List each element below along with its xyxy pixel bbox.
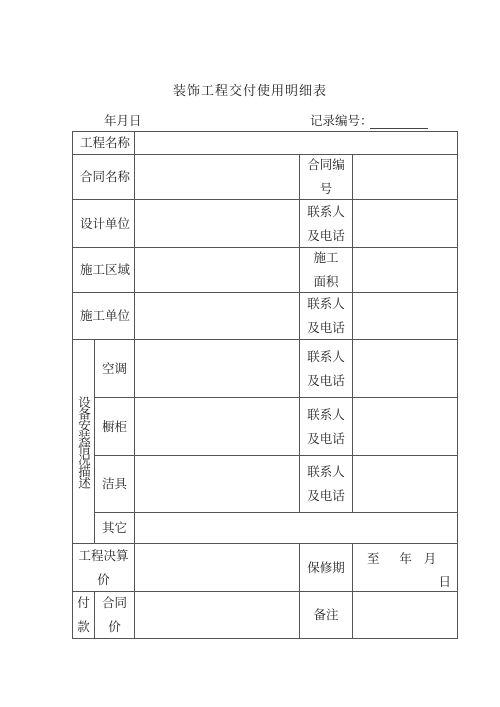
construction-area-field[interactable] [135, 248, 300, 293]
remarks-field[interactable] [353, 592, 457, 638]
sanitary-contact-text: 联系人及电话 [307, 464, 345, 503]
contract-number-field[interactable] [353, 155, 457, 200]
design-unit-field[interactable] [135, 200, 300, 248]
contract-number-label [300, 155, 353, 200]
contract-price-field[interactable] [135, 592, 300, 638]
record-number-label: 记录编号： [310, 113, 373, 128]
sanitary-contact-label [300, 456, 353, 513]
date-label: 年月日 [104, 113, 142, 128]
design-contact-field[interactable] [353, 200, 457, 248]
cabinet-contact-text: 联系人及电话 [307, 406, 345, 446]
cabinet-contact-field[interactable] [353, 398, 457, 456]
construction-size-label [300, 248, 353, 293]
equipment-cabinet-field[interactable] [135, 398, 300, 456]
sanitary-contact-field[interactable] [353, 456, 457, 513]
cabinet-contact-label [300, 398, 353, 456]
design-contact-label [300, 200, 353, 248]
construction-contact-text: 联系人及电话 [307, 296, 345, 335]
construction-size-text: 施工面积 [313, 250, 339, 289]
construction-area-label: 施工区域 [73, 248, 135, 293]
project-name-field[interactable] [135, 132, 457, 155]
payment-text: 付款 [77, 595, 90, 634]
contract-price-label [95, 592, 135, 638]
equipment-ac-field[interactable] [135, 340, 300, 398]
construction-unit-label: 施工单位 [73, 293, 135, 340]
contract-name-label: 合同名称 [73, 155, 135, 200]
record-number-underline [370, 128, 428, 129]
construction-contact-field[interactable] [353, 293, 457, 340]
equipment-section-label [73, 340, 95, 544]
equipment-cabinet-label: 橱柜 [95, 398, 135, 456]
settlement-price-field[interactable] [135, 544, 300, 592]
remarks-label: 备注 [300, 592, 353, 638]
ac-contact-field[interactable] [353, 340, 457, 398]
equipment-sanitary-field[interactable] [135, 456, 300, 513]
delivery-detail-form [72, 131, 458, 639]
project-name-label: 工程名称 [73, 132, 135, 155]
equipment-other-field[interactable] [135, 513, 457, 544]
equipment-sanitary-label: 洁具 [95, 456, 135, 513]
settlement-price-text: 工程决算价 [78, 547, 129, 587]
payment-label [73, 592, 95, 638]
settlement-price-label [73, 544, 135, 592]
equipment-ac-label: 空调 [95, 340, 135, 398]
construction-contact-label [300, 293, 353, 340]
contract-price-text: 合同价 [101, 595, 127, 634]
equipment-section-text: 设备安装情况描述 [76, 395, 92, 488]
warranty-day-text: 日 [438, 574, 451, 589]
warranty-from-to-text: 至 年 月 [367, 551, 437, 566]
design-contact-text: 联系人及电话 [307, 203, 345, 243]
ac-contact-label [300, 340, 353, 398]
construction-size-field[interactable] [353, 248, 457, 293]
ac-contact-text: 联系人及电话 [307, 348, 345, 388]
warranty-period-field[interactable] [353, 544, 457, 592]
document-title: 装饰工程交付使用明细表 [172, 84, 327, 99]
design-unit-label: 设计单位 [73, 200, 135, 248]
warranty-period-label: 保修期 [300, 544, 353, 592]
contract-number-text: 合同编号 [307, 157, 345, 196]
construction-unit-field[interactable] [135, 293, 300, 340]
contract-name-field[interactable] [135, 155, 300, 200]
equipment-other-label: 其它 [95, 513, 135, 544]
